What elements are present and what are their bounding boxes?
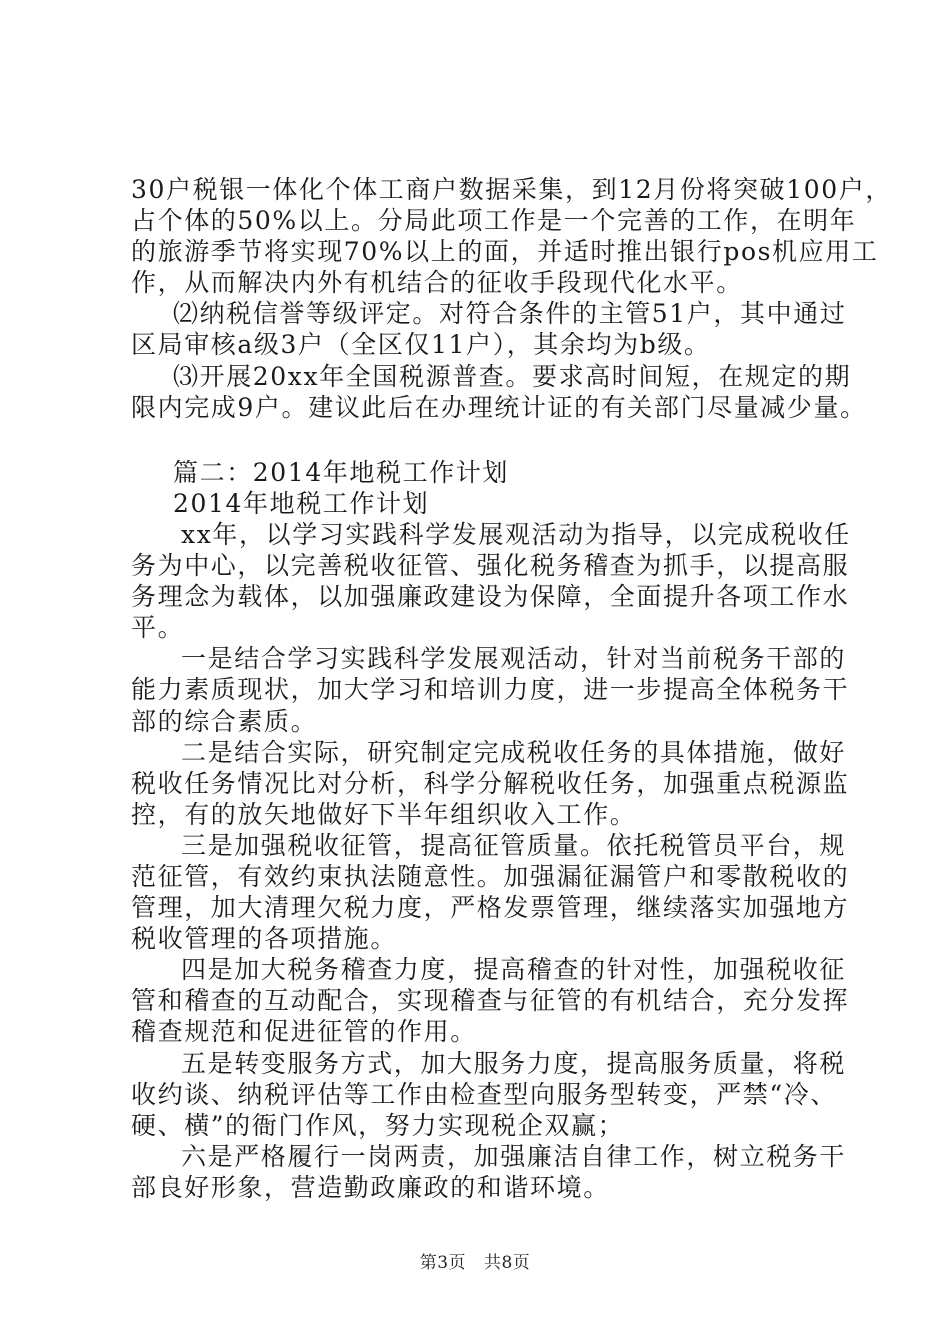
paragraph-line: 硬、横”的衙门作风，努力实现税企双赢； <box>131 1110 625 1140</box>
paragraph-line: 部良好形象，营造勤政廉政的和谐环境。 <box>131 1172 610 1202</box>
paragraph-line: 务为中心，以完善税收征管、强化税务稽查为抓手，以提高服 <box>131 551 850 581</box>
point-1-paragraph <box>131 643 850 736</box>
continued-paragraph <box>131 174 892 298</box>
paragraph-line: 稽查规范和促进征管的作用。 <box>131 1017 477 1047</box>
paragraph-line: 四是加大税务稽查力度，提高稽查的针对性，加强税收征 <box>181 955 847 985</box>
paragraph-line: 的旅游季节将实现70%以上的面，并适时推出银行pos机应用工 <box>131 237 879 267</box>
point-6-paragraph <box>131 1141 847 1203</box>
item-2-paragraph <box>131 298 847 360</box>
paragraph-line: 范征管，有效约束执法随意性。加强漏征漏管户和零散税收的 <box>131 861 850 891</box>
page-footer <box>0 1248 950 1273</box>
paragraph-line: 三是加强税收征管，提高征管质量。依托税管员平台，规 <box>181 830 847 860</box>
section-spacer <box>131 423 837 457</box>
paragraph-line: xx年，以学习实践科学发展观活动为指导，以完成税收任 <box>181 519 851 549</box>
paragraph-line: 作，从而解决内外有机结合的征收手段现代化水平。 <box>131 268 743 298</box>
paragraph-line: 占个体的50%以上。分局此项工作是一个完善的工作，在明年 <box>131 206 857 236</box>
section-heading: 篇二：2014年地税工作计划 <box>173 457 510 487</box>
paragraph-line: 管理，加大清理欠税力度，严格发票管理，继续落实加强地方 <box>131 893 850 923</box>
point-4-paragraph <box>131 954 850 1047</box>
paragraph-line: 平。 <box>131 613 185 643</box>
page-number: 第3页 <box>419 1253 467 1273</box>
paragraph-line: 收约谈、纳税评估等工作由检查型向服务型转变，严禁“冷、 <box>131 1079 837 1109</box>
point-5-paragraph <box>131 1048 847 1141</box>
paragraph-line: 五是转变服务方式，加大服务力度，提高服务质量，将税 <box>181 1048 847 1078</box>
paragraph-line: 部的综合素质。 <box>131 706 318 736</box>
document-title: 2014年地税工作计划 <box>173 488 430 518</box>
item-3-paragraph <box>131 361 867 423</box>
paragraph-line: ⑵纳税信誉等级评定。对符合条件的主管51户，其中通过 <box>173 299 847 329</box>
paragraph-line: 管和稽查的互动配合，实现稽查与征管的有机结合，充分发挥 <box>131 986 850 1016</box>
paragraph-line: 30户税银一体化个体工商户数据采集，到12月份将突破100户， <box>131 175 892 204</box>
paragraph-line: 税收任务情况比对分析，科学分解税收任务，加强重点税源监 <box>131 768 850 798</box>
paragraph-line: ⑶开展20xx年全国税源普查。要求高时间短，在规定的期 <box>173 361 852 391</box>
paragraph-line: 务理念为载体，以加强廉政建设为保障，全面提升各项工作水 <box>131 582 850 612</box>
paragraph-line: 一是结合学习实践科学发展观活动，针对当前税务干部的 <box>181 644 847 674</box>
paragraph-line: 限内完成9户。建议此后在办理统计证的有关部门尽量减少量。 <box>131 392 867 422</box>
point-3-paragraph <box>131 830 850 954</box>
paragraph-line: 税收管理的各项措施。 <box>131 924 398 954</box>
paragraph-line: 区局审核a级3户（全区仅11户），其余均为b级。 <box>131 330 711 360</box>
paragraph-line: 能力素质现状，加大学习和培训力度，进一步提高全体税务干 <box>131 675 850 705</box>
paragraph-line: 六是严格履行一岗两责，加强廉洁自律工作，树立税务干 <box>181 1141 847 1171</box>
paragraph-line: 二是结合实际，研究制定完成税收任务的具体措施，做好 <box>181 737 847 767</box>
intro-paragraph <box>131 519 851 643</box>
page-total: 共8页 <box>483 1253 531 1273</box>
document-body <box>131 174 892 1203</box>
paragraph-line: 控，有的放矢地做好下半年组织收入工作。 <box>131 799 637 829</box>
point-2-paragraph <box>131 737 850 830</box>
